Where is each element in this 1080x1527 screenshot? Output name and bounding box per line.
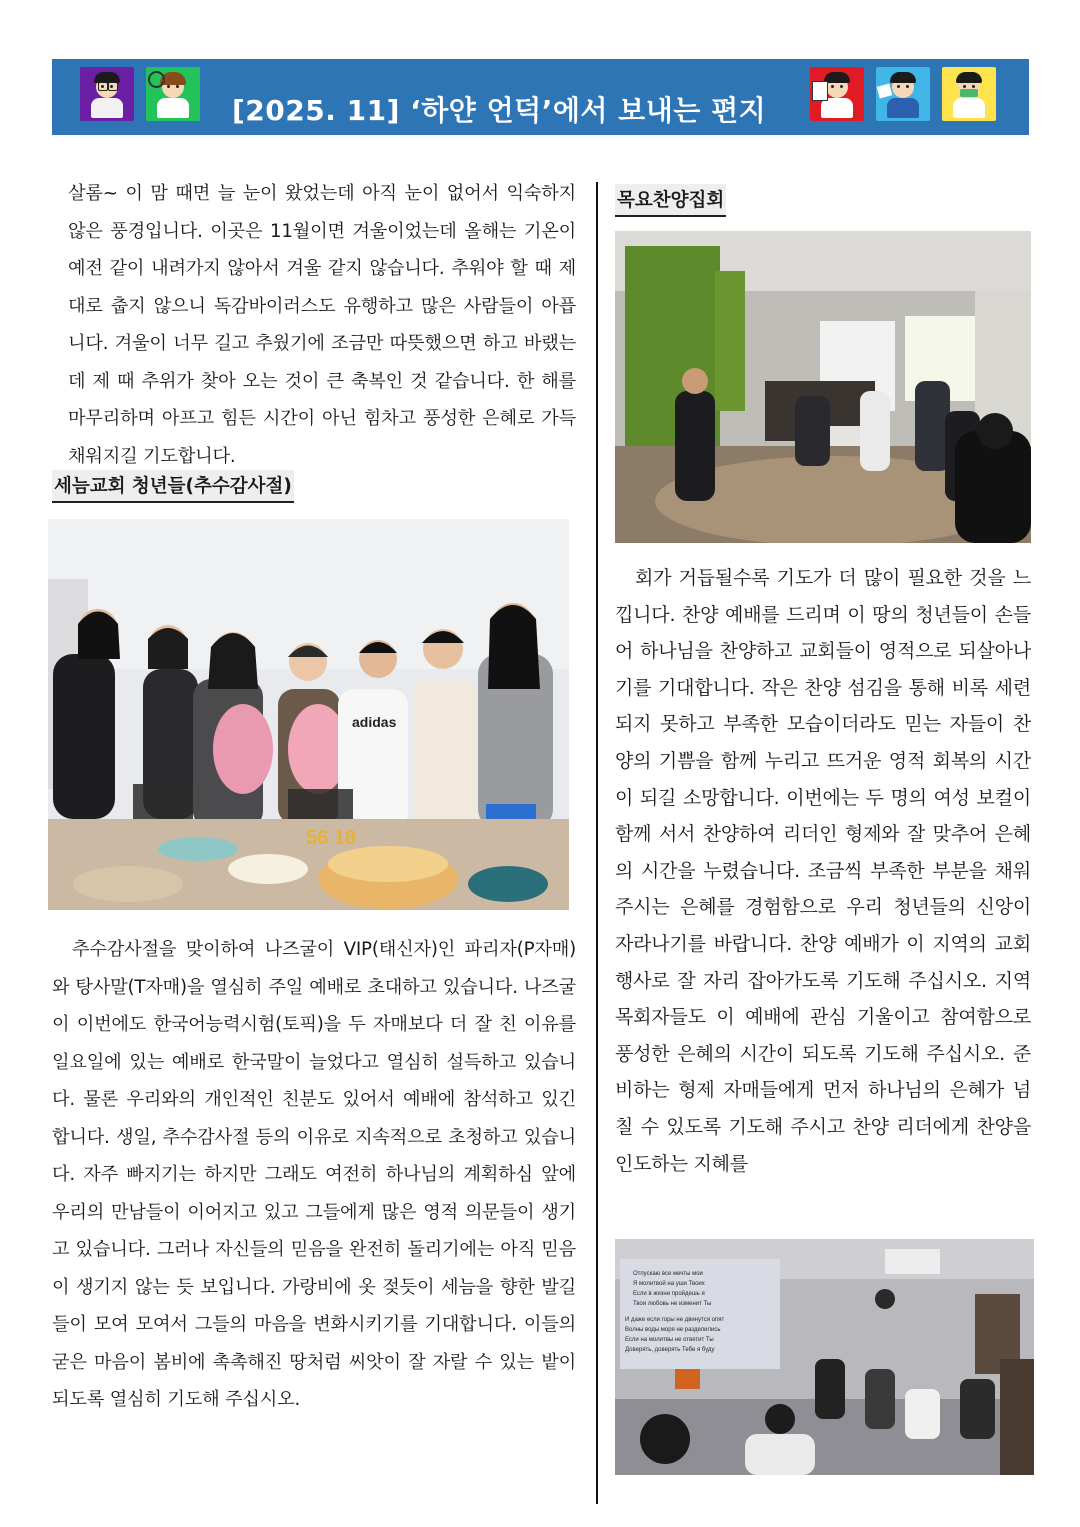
slide-line: Доверять, доверять Тебе я буду [625, 1347, 715, 1353]
svg-text:adidas: adidas [352, 714, 397, 730]
slide-line: Если на молитвы не ответит Ты [625, 1337, 714, 1343]
header-banner [52, 59, 1029, 135]
section-title-thanksgiving: 세늠교회 청년들(추수감사절) [52, 470, 294, 503]
section-title-worship: 목요찬양집회 [615, 184, 726, 217]
slide-line: Твои любовь не изменит Ты [633, 1301, 712, 1307]
boy-blue-icon [876, 67, 930, 121]
group-photo-thanksgiving [48, 519, 569, 910]
thanksgiving-paragraph: 추수감사절을 맞이하여 나즈굴이 VIP(태신자)인 파리자(P자매)와 탕사말(T자매)을 열심히 주일 예배로 초대하고 있습니다. 나즈굴이 이번에도 한국어능력시험(토픽)을 두 자매보다 더 잘 친 이유를 일요일에 있는 예배로 한국말이 늘었다고 열심히 설득하고 있습니다. 물론 우리와의 개인적인 친분도 있어서 예배에 참석하고 있긴 합니다. 생일, 추수감사절 등의 이유로 지속적으로 초청하고 있습니다. 자주 빠지기는 하지만 그래도 여전히 하나님의 계획하심 앞에 우리의 만남들이 이어지고 있고 그들에게 많은 영적 의문들이 생기고 있습니다. 그러나 자신들의 믿음을 완전히 돌리기에는 아직 믿음이 생기지 않는 듯 보입니다. 가랑비에 옷 젖듯이 세늠을 향한 발길들이 모여 모여서 그들의 마음을 변화시키기를 기대합니다. 이들의 굳은 마음이 봄비에 촉촉해진 땅처럼 씨앗이 잘 자랄 수 있는 밭이 되도록 열심히 기도해 주십시오. [52, 939, 576, 1410]
slide-line: Если в жизни пройдешь я [633, 1291, 705, 1297]
slide-line: И даже если горы не двинутся опят [625, 1317, 725, 1323]
column-divider [596, 182, 598, 1504]
worship-room-photo [615, 231, 1031, 543]
slide-line: Волны воды моря не разделились [625, 1327, 721, 1333]
girl-racket-icon [146, 67, 200, 121]
cake-candle-numbers: 56 18 [306, 827, 357, 849]
boy-glasses-icon [80, 67, 134, 121]
boy-money-icon [942, 67, 996, 121]
intro-paragraph: 살롬~ 이 맘 때면 늘 눈이 왔었는데 아직 눈이 없어서 익숙하지 않은 풍경입니다. 이곳은 11월이면 겨울이었는데 올해는 기온이 예전 같이 내려가지 않아서 겨울 같지 않습니다. 추워야 할 때 제대로 춥지 않으니 독감바이러스도 유행하고 많은 사람들이 아픕니다. 겨울이 너무 길고 추웠기에 조금만 따뜻했으면 하고 바랬는데 제 때 추위가 찾아 오는 것이 큰 축복인 것 같습니다. 한 해를 마무리하며 아프고 힘든 시간이 아닌 힘차고 풍성한 은혜로 가득 채워지길 기도합니다. [68, 183, 576, 467]
boy-paper-icon [810, 67, 864, 121]
worship-paragraph: 회가 거듭될수록 기도가 더 많이 필요한 것을 느낍니다. 찬양 예배를 드리며 이 땅의 청년들이 손들어 하나님을 찬양하고 교회들이 영적으로 되살아나기를 기대합니다. 작은 찬양 섬김을 통해 비록 세련되지 못하고 부족한 모습이더라도 믿는 자들이 찬양의 기쁨을 함께 누리고 뜨거운 영적 회복의 시간이 되길 소망합니다. 이번에는 두 명의 여성 보컬이 함께 서서 찬양하여 리더인 형제와 잘 맞추어 은혜의 시간을 누렸습니다. 조금씩 부족한 부분을 채워 주시는 은혜를 경험함으로 우리 청년들의 신앙이 자라나기를 바랍니다. 찬양 예배가 이 지역의 교회 행사로 잘 자리 잡아가도록 기도해 주십시오. 지역 목회자들도 이 예배에 관심 기울이고 참여함으로 풍성한 은혜의 시간이 되도록 기도해 주십시오. 준비하는 형제 자매들에게 먼저 하나님의 은혜가 넘칠 수 있도록 기도해 주시고 찬양 리더에게 찬양을 인도하는 지혜를 [615, 567, 1031, 1175]
worship-projector-photo [615, 1239, 1034, 1475]
slide-line: Я молитвой на уши Твоих [633, 1281, 705, 1287]
page-title: [2025. 11] ‘하얀 언덕’에서 보내는 편지 [232, 94, 767, 127]
slide-line: Отпускаю все мечты мои [633, 1271, 703, 1277]
